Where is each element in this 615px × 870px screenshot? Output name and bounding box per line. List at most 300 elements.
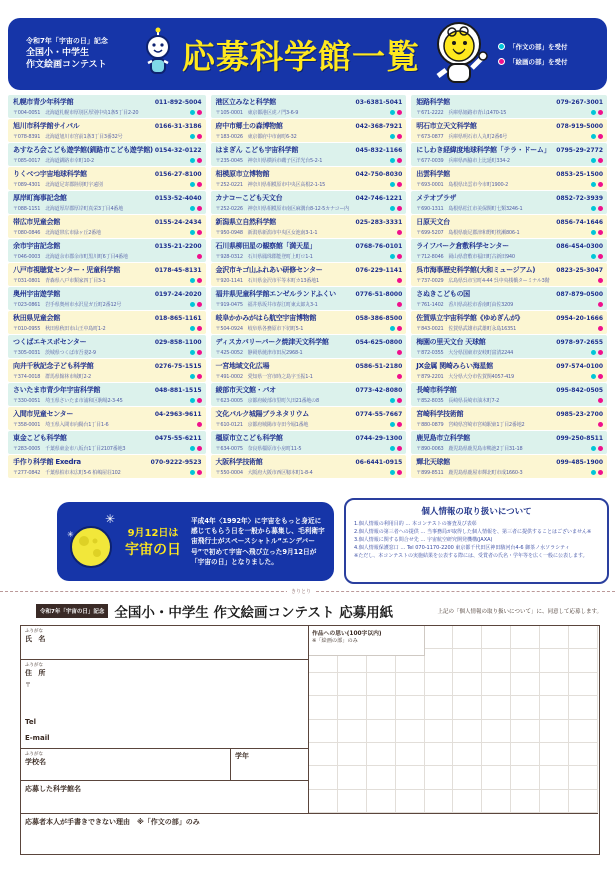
museum-address: 〒761-1402 香川県高松市香南町由佐3209 <box>416 301 514 308</box>
grid-cell[interactable] <box>309 696 338 719</box>
sakubun-dot <box>190 278 195 283</box>
museum-address: 〒693-0001 島根県出雲市今市町1900-2 <box>416 181 509 188</box>
museum-phone: 0178-45-8131 <box>154 267 202 274</box>
kaiga-dot <box>598 182 603 187</box>
sakubun-dot <box>190 446 195 451</box>
museum-entry <box>411 263 607 286</box>
sakubun-dot <box>190 350 195 355</box>
division-dots <box>397 350 402 355</box>
museum-phone: 097-574-0100 <box>556 363 603 370</box>
grid-cell[interactable] <box>482 790 511 813</box>
kaiga-dot <box>197 134 202 139</box>
sakubun-dot <box>591 182 596 187</box>
email-label[interactable]: E-mail <box>25 734 50 742</box>
grid-cell[interactable] <box>540 790 569 813</box>
museum-name: さいたま市青少年宇宙科学館 <box>13 386 101 394</box>
division-dots <box>190 446 202 451</box>
grid-cell[interactable] <box>309 766 338 789</box>
division-dots <box>591 446 603 451</box>
museum-phone: 0155-24-2434 <box>154 219 202 226</box>
museum-entry <box>411 287 607 310</box>
grid-cell[interactable] <box>540 649 569 672</box>
grid-cell[interactable] <box>453 673 482 696</box>
museum-entry <box>8 311 206 334</box>
tel-label[interactable]: Tel <box>25 718 36 726</box>
museum-address: 〒183-0026 東京都府中市南町6-32 <box>215 133 297 140</box>
museum-name: 東金こども科学館 <box>13 434 67 442</box>
museum-entry <box>411 431 607 454</box>
museum-address: 〒088-1151 北海道厚岸郡厚岸町真栄3丁目4番地 <box>13 205 124 212</box>
museum-name: 札幌市青少年科学館 <box>13 98 74 106</box>
kaiga-dot <box>197 398 202 403</box>
division-dots <box>591 158 603 163</box>
division-dots <box>598 326 603 331</box>
mascot-astronaut-icon <box>426 20 492 88</box>
sakubun-dot <box>591 254 596 259</box>
grid-cell[interactable] <box>396 790 425 813</box>
sakubun-dot <box>190 302 195 307</box>
museum-name: さぬきこどもの国 <box>416 290 470 298</box>
grid-cell[interactable] <box>309 790 338 813</box>
space-day-title <box>121 524 185 559</box>
museum-address: 〒031-0801 青森県八戸市類家四丁目3-1 <box>13 277 106 284</box>
sakubun-dot <box>591 110 596 115</box>
sakubun-dot <box>390 158 395 163</box>
grid-cell[interactable] <box>569 766 598 789</box>
museum-column-2 <box>211 95 407 478</box>
sakubun-dot <box>190 470 195 475</box>
kaiga-dot <box>598 110 603 115</box>
division-dots <box>190 326 202 331</box>
kaiga-dot <box>397 374 402 379</box>
grid-cell[interactable] <box>482 766 511 789</box>
sakubun-dot <box>390 182 395 187</box>
division-dots <box>397 278 402 283</box>
museum-name: 明石市立天文科学館 <box>416 122 477 130</box>
furigana-label: ふりがな <box>25 629 43 634</box>
grid-cell[interactable] <box>540 766 569 789</box>
grid-cell[interactable] <box>511 743 540 766</box>
grid-cell[interactable] <box>453 696 482 719</box>
impression-area <box>309 626 598 814</box>
museum-name: 輝北天球館 <box>416 458 450 466</box>
museum-name: 奥州宇宙遊学館 <box>13 290 60 298</box>
museum-address: 〒899-8511 鹿児島県鹿屋市輝北町市成1660-3 <box>416 469 523 476</box>
grid-cell[interactable] <box>453 743 482 766</box>
grid-cell[interactable] <box>511 626 540 649</box>
grid-cell[interactable] <box>482 626 511 649</box>
grid-cell[interactable] <box>338 696 367 719</box>
division-dots <box>390 326 402 331</box>
museum-entry <box>211 263 407 286</box>
museum-entry <box>211 287 407 310</box>
division-dots <box>598 278 603 283</box>
museum-name: 橿原市立こども科学館 <box>215 434 283 442</box>
museum-entry <box>411 119 607 142</box>
grid-cell[interactable] <box>425 790 454 813</box>
grid-cell[interactable] <box>482 720 511 743</box>
division-dots <box>390 470 402 475</box>
museum-phone: 0153-52-4040 <box>154 195 202 202</box>
museum-entry <box>411 215 607 238</box>
grid-cell[interactable] <box>453 649 482 672</box>
kaiga-dot <box>397 206 402 211</box>
kaiga-dot <box>598 326 603 331</box>
grid-cell[interactable] <box>367 696 396 719</box>
museum-name: 岐阜かかみがはら航空宇宙博物館 <box>215 314 317 322</box>
kaiga-dot <box>397 326 402 331</box>
sakubun-dot <box>591 446 596 451</box>
sakubun-dot <box>190 182 195 187</box>
grid-cell[interactable] <box>396 673 425 696</box>
museum-name: カナコーこども天文台 <box>215 194 283 202</box>
kaiga-dot <box>598 422 603 427</box>
division-dots <box>591 374 603 379</box>
museum-entry <box>8 407 206 430</box>
grid-cell[interactable] <box>453 626 482 649</box>
grid-cell[interactable] <box>569 673 598 696</box>
division-dots <box>190 302 202 307</box>
museum-address: 〒712-8046 岡山県倉敷市福田町古新田940 <box>416 253 515 260</box>
svg-text:✳: ✳ <box>105 511 116 526</box>
kaiga-dot <box>397 110 402 115</box>
museum-phone: 0852-72-3939 <box>556 195 603 202</box>
museum-phone: 0823-25-3047 <box>556 267 603 274</box>
kaiga-dot <box>397 422 402 427</box>
museum-phone: 0853-25-1500 <box>556 171 603 178</box>
museum-address: 〒737-0029 広島県呉市宝町4-44 呉中央桟橋ターミナル3階 <box>416 277 550 284</box>
kaiga-dot <box>397 398 402 403</box>
museum-entry <box>211 143 407 166</box>
museum-name: 姫路科学館 <box>416 98 450 106</box>
division-dots <box>390 446 402 451</box>
museum-address: 〒690-1311 島根県松江市美保関町七類3246-1 <box>416 205 523 212</box>
grid-cell[interactable] <box>309 743 338 766</box>
museum-address: 〒920-1141 石川県金沢市平等本町カ13番地1 <box>215 277 319 284</box>
museum-address: 〒374-0018 群馬県館林市城町2-2 <box>13 373 92 380</box>
museum-entry <box>211 455 407 478</box>
sakubun-dot <box>591 374 596 379</box>
grid-cell[interactable] <box>511 790 540 813</box>
legend-item <box>498 57 568 66</box>
kaiga-dot <box>197 302 202 307</box>
legend-label: 「作文の部」を受付 <box>509 43 568 51</box>
museum-address: 〒879-2201 大分県大分市佐賀関4057-419 <box>416 373 515 380</box>
grid-cell[interactable] <box>569 790 598 813</box>
museum-name-field[interactable] <box>21 781 309 814</box>
grid-cell[interactable] <box>540 696 569 719</box>
division-dots <box>190 230 202 235</box>
museum-phone: 0774-55-7667 <box>355 411 403 418</box>
grid-cell[interactable] <box>569 743 598 766</box>
museum-phone: 06-6441-0915 <box>355 459 403 466</box>
kaiga-dot <box>197 158 202 163</box>
name-field[interactable] <box>21 626 309 660</box>
grid-cell[interactable] <box>540 626 569 649</box>
museum-address: 〒872-0355 大分県国東市安岐町富清2244 <box>416 349 514 356</box>
grid-cell[interactable] <box>396 696 425 719</box>
grid-cell[interactable] <box>453 720 482 743</box>
privacy-line: 4.個人情報保護窓口 … Tel 070-1170-2200 東京都千代田区神田駿河台4-6 御茶ノ水ソラシティ <box>354 545 570 551</box>
kaiga-dot <box>197 254 202 259</box>
grid-cell[interactable] <box>338 790 367 813</box>
privacy-line: 2.個人情報の第三者への提供 … 当事務局が取得した個人情報を、第三者に提供することはございません※ <box>354 529 592 535</box>
kaiga-dot <box>197 350 202 355</box>
division-dots <box>390 110 402 115</box>
application-form <box>20 625 600 855</box>
division-dots <box>190 374 202 379</box>
division-dots <box>190 110 202 115</box>
museum-name: 八戸市視聴覚センター・児童科学館 <box>13 266 120 274</box>
event-line-3: 作文絵画コンテスト <box>26 59 107 70</box>
division-dots <box>190 182 202 187</box>
grid-cell[interactable] <box>367 790 396 813</box>
division-dots <box>190 470 202 475</box>
grid-cell[interactable] <box>338 743 367 766</box>
grid-cell[interactable] <box>338 720 367 743</box>
grade-field[interactable] <box>231 749 309 781</box>
form-title: 全国小・中学生 作文絵画コンテスト 応募用紙 <box>114 605 394 621</box>
grid-cell[interactable] <box>367 766 396 789</box>
museum-address: 〒085-0017 北海道釧路市幸町10-2 <box>13 157 95 164</box>
museum-entry <box>411 407 607 430</box>
grid-cell[interactable] <box>482 696 511 719</box>
division-dots <box>591 350 603 355</box>
grid-cell[interactable] <box>511 766 540 789</box>
grid-cell[interactable] <box>425 626 454 649</box>
museum-entry <box>411 239 607 262</box>
museum-address: 〒634-0075 奈良県橿原市小房町11-5 <box>215 445 302 452</box>
kaiga-dot <box>197 326 202 331</box>
division-dots <box>390 134 402 139</box>
grid-cell[interactable] <box>309 720 338 743</box>
school-field[interactable] <box>21 749 231 781</box>
grid-cell[interactable] <box>482 649 511 672</box>
museum-entry <box>211 215 407 238</box>
museum-phone: 0985-23-2700 <box>556 411 603 418</box>
museum-phone: 042-750-8030 <box>355 171 403 178</box>
reason-field[interactable] <box>21 814 598 853</box>
museum-phone: 0154-32-0122 <box>154 147 202 154</box>
sakubun-dot <box>591 134 596 139</box>
grid-cell[interactable] <box>453 766 482 789</box>
cut-line <box>0 589 615 595</box>
kaiga-dot <box>598 350 603 355</box>
museum-name: 梅園の里天文台 天球館 <box>416 338 486 346</box>
grid-cell[interactable] <box>569 649 598 672</box>
museum-phone: 0978-97-2655 <box>556 339 603 346</box>
museum-phone: 099-250-8511 <box>556 435 603 442</box>
kaiga-dot <box>197 422 202 427</box>
legend <box>498 42 568 66</box>
kaiga-dot <box>197 182 202 187</box>
museum-phone: 0586-51-2180 <box>355 363 403 370</box>
grid-cell[interactable] <box>540 720 569 743</box>
museum-entry <box>8 335 206 358</box>
page-title: 応募科学館一覧 <box>182 36 420 76</box>
museum-name: ディスカバリーパーク焼津天文科学館 <box>215 338 329 346</box>
sakubun-dot <box>591 470 596 475</box>
grid-cell[interactable] <box>425 766 454 789</box>
kaiga-dot <box>598 374 603 379</box>
museum-phone: 045-832-1166 <box>355 147 403 154</box>
grid-cell[interactable] <box>569 720 598 743</box>
museum-address: 〒004-0051 北海道札幌市厚別区厚別中央1条5丁目2-20 <box>13 109 139 116</box>
privacy-lines <box>354 520 599 560</box>
kaiga-dot <box>197 470 202 475</box>
sakubun-dot <box>390 446 395 451</box>
museum-phone: 070-9222-9523 <box>150 459 202 466</box>
consent-note: 上記の「個人情報の取り扱いについて」に、同意して応募します。 <box>437 609 602 615</box>
division-dots <box>197 422 202 427</box>
moon-icon <box>65 511 121 573</box>
grid-cell[interactable] <box>338 673 367 696</box>
division-dots <box>190 134 202 139</box>
grid-cell[interactable] <box>425 673 454 696</box>
museum-address: 〒089-4301 北海道足寄郡陸別町宇遠別 <box>13 181 103 188</box>
grid-cell[interactable] <box>367 673 396 696</box>
space-day-name: 宇宙の日 <box>125 542 181 558</box>
grid-cell[interactable] <box>540 673 569 696</box>
grid-cell[interactable] <box>425 696 454 719</box>
museum-phone: 0156-27-8100 <box>154 171 202 178</box>
museum-address: 〒080-0846 北海道帯広市緑ヶ丘2番地 <box>13 229 101 236</box>
grid-cell[interactable] <box>425 649 454 672</box>
space-day-box <box>57 502 334 581</box>
sakubun-dot <box>498 43 505 50</box>
museum-address: 〒305-0031 茨城県つくば市吾妻2-9 <box>13 349 96 356</box>
grid-cell[interactable] <box>511 649 540 672</box>
kaiga-dot <box>197 110 202 115</box>
kaiga-dot <box>197 206 202 211</box>
sakubun-dot <box>591 158 596 163</box>
grid-cell[interactable] <box>425 743 454 766</box>
museum-name: 手作り科学館 Exedra <box>13 458 81 466</box>
museum-entry <box>8 359 206 382</box>
grid-cell[interactable] <box>482 743 511 766</box>
museum-phone: 079-267-3001 <box>556 99 603 106</box>
museum-column-1 <box>8 95 206 478</box>
museum-entry <box>411 167 607 190</box>
division-dots <box>591 230 603 235</box>
museum-column-3 <box>411 95 607 478</box>
kaiga-dot <box>197 374 202 379</box>
museum-phone: 076-229-1141 <box>355 267 403 274</box>
kaiga-dot <box>197 230 202 235</box>
grid-cell[interactable] <box>569 626 598 649</box>
cut-line-label: きりとり <box>287 588 315 595</box>
impression-label <box>309 626 425 656</box>
museum-entry <box>411 143 607 166</box>
grid-cell[interactable] <box>425 720 454 743</box>
museum-entry <box>411 191 607 214</box>
grid-cell[interactable] <box>511 696 540 719</box>
museum-name: 文化パルク城陽プラネタリウム <box>215 410 309 418</box>
museum-entry <box>411 383 607 406</box>
grid-cell[interactable] <box>396 766 425 789</box>
sakubun-dot <box>190 374 195 379</box>
grid-cell[interactable] <box>511 720 540 743</box>
museum-phone: 048-881-1515 <box>154 387 202 394</box>
division-dots <box>197 254 202 259</box>
museum-phone: 0475-55-6211 <box>154 435 202 442</box>
division-dots <box>598 302 603 307</box>
museum-entry <box>211 431 407 454</box>
kaiga-dot <box>397 302 402 307</box>
grid-cell[interactable] <box>569 696 598 719</box>
museum-entry <box>8 167 206 190</box>
division-dots <box>190 158 202 163</box>
museum-entry <box>8 263 206 286</box>
museum-name: にしわき経緯度地球科学館「テラ・ドーム」 <box>416 146 551 154</box>
sakubun-dot <box>190 134 195 139</box>
sakubun-dot <box>390 326 395 331</box>
museum-entry <box>211 359 407 382</box>
museum-phone: 0744-29-1300 <box>355 435 403 442</box>
kaiga-dot <box>397 134 402 139</box>
furigana-label: ふりがな <box>25 663 43 668</box>
sakubun-dot <box>591 230 596 235</box>
grid-cell[interactable] <box>540 743 569 766</box>
museum-address: 〒928-0312 石川県鳳珠郡能登町上町ロ1-1 <box>215 253 313 260</box>
museum-name: 大阪科学技術館 <box>215 458 263 466</box>
museum-name: 旭川市科学館サイパル <box>13 122 80 130</box>
museum-name: 府中市郷土の森博物館 <box>215 122 283 130</box>
grade-label: 学年 <box>235 752 249 760</box>
grid-cell[interactable] <box>482 673 511 696</box>
address-field[interactable] <box>21 660 309 749</box>
museum-address: 〒550-0004 大阪府大阪市西区靱本町1-8-4 <box>215 469 313 476</box>
museum-entry <box>211 335 407 358</box>
grid-cell[interactable] <box>367 743 396 766</box>
grid-cell[interactable] <box>309 673 338 696</box>
museum-entry <box>411 455 607 478</box>
museum-entry <box>411 95 607 118</box>
grid-cell[interactable] <box>396 743 425 766</box>
museum-phone: 0135-21-2200 <box>154 243 202 250</box>
museum-name: 新潟県立自然科学館 <box>215 218 276 226</box>
school-label: 学校名 <box>25 758 46 766</box>
museum-address: 〒950-0948 新潟県新潟市中央区女池南3-1-1 <box>215 229 318 236</box>
museum-address: 〒671-2222 兵庫県姫路市青山1470-15 <box>416 109 507 116</box>
museum-phone: 0166-31-3186 <box>154 123 202 130</box>
kaiga-dot <box>598 278 603 283</box>
header-banner <box>8 18 607 90</box>
sakubun-dot <box>390 422 395 427</box>
museum-address: 〒235-0045 神奈川県横浜市磯子区洋光台5-2-1 <box>215 157 323 164</box>
grid-cell[interactable] <box>338 766 367 789</box>
museum-address: 〒852-8035 長崎県長崎市油木町7-2 <box>416 397 500 404</box>
grid-cell[interactable] <box>453 790 482 813</box>
division-dots <box>397 230 402 235</box>
grid-cell[interactable] <box>511 673 540 696</box>
kaiga-dot <box>397 446 402 451</box>
museum-phone: 078-919-5000 <box>556 123 603 130</box>
grid-cell[interactable] <box>367 720 396 743</box>
museum-name: 宮崎科学技術館 <box>416 410 464 418</box>
museum-phone: 0197-24-2020 <box>154 291 202 298</box>
museum-address: 〒491-0002 愛知県一宮市時之島字玉振1-1 <box>215 373 313 380</box>
museum-entry <box>211 191 407 214</box>
event-title <box>26 37 138 71</box>
grid-cell[interactable] <box>396 720 425 743</box>
museum-name: 港区立みなと科学館 <box>215 98 276 106</box>
kaiga-dot <box>598 302 603 307</box>
privacy-title: 個人情報の取り扱いについて <box>421 507 532 517</box>
event-line-2: 全国小・中学生 <box>26 47 90 58</box>
museum-entry <box>8 383 206 406</box>
address-label: 住 所 <box>25 669 48 677</box>
